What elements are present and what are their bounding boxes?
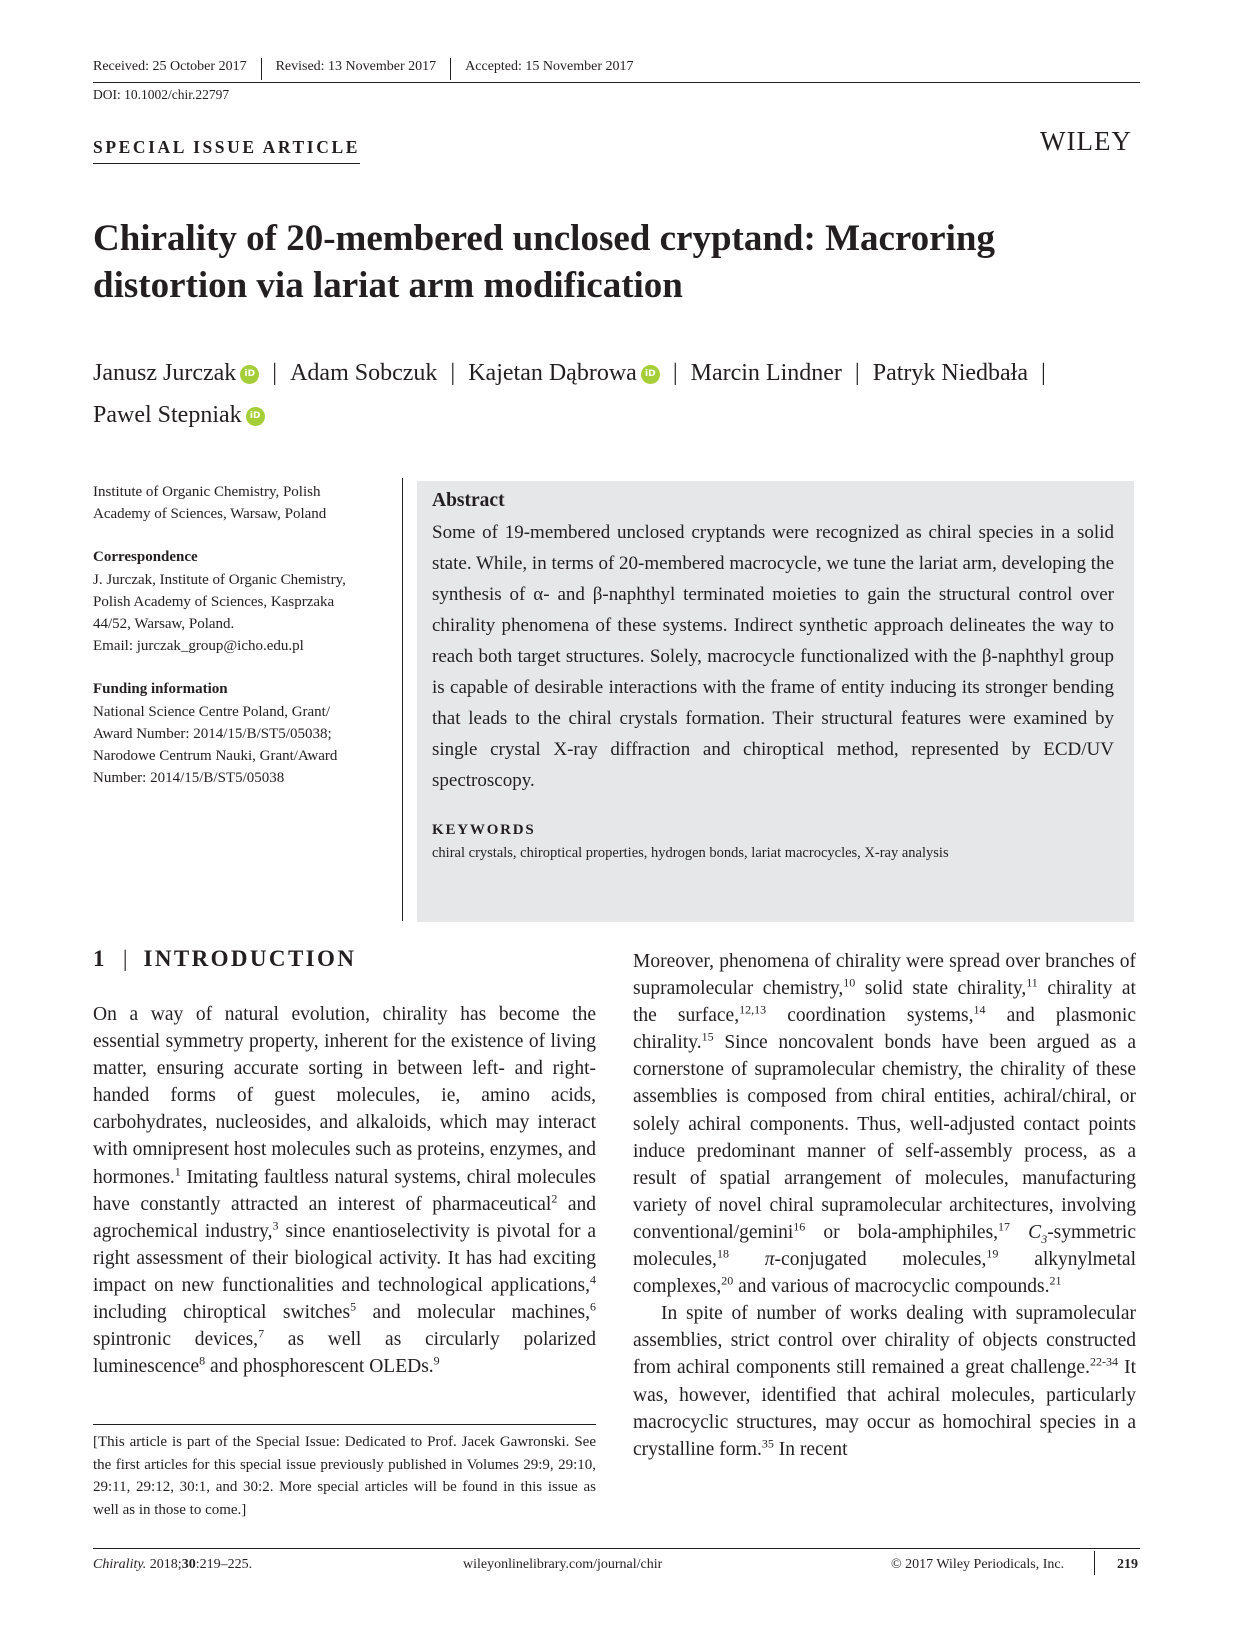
abstract-box xyxy=(417,481,1134,922)
correspondence: Correspondence J. Jurczak, Institute of Organic Chemistry, Polish Academy of Sciences, Kasprzaka 44/52, Warsaw, Poland. Email: jurczak_group@icho.edu.pl xyxy=(93,546,393,657)
citation[interactable]: 19 xyxy=(986,1246,999,1261)
citation[interactable]: 2 xyxy=(551,1191,558,1206)
author-list: Janusz Jurczak iD | Adam Sobczuk | Kajetan Dąbrowa iD | Marcin Lindner | Patryk Niedbała | Pawel Stepniak iD xyxy=(93,360,1046,428)
article-dates xyxy=(93,58,1140,83)
doi[interactable]: DOI: 10.1002/chir.22797 xyxy=(93,87,230,102)
funding-information: Funding information National Science Centre Poland, Grant/ Award Number: 2014/15/B/ST5/05038; Narodowe Centrum Nauki, Grant/Award Number: 2014/15/B/ST5/05038 xyxy=(93,678,393,789)
citation[interactable]: 6 xyxy=(590,1299,596,1314)
author: Patryk Niedbała xyxy=(872,360,1029,386)
orcid-icon[interactable]: iD xyxy=(246,407,265,426)
journal-citation: Chirality. 2018;30:219–225. xyxy=(93,1557,253,1572)
abstract-heading: Abstract xyxy=(432,490,505,511)
citation[interactable]: 21 xyxy=(1049,1273,1062,1288)
orcid-icon[interactable]: iD xyxy=(240,365,259,384)
author: Kajetan Dąbrowa iD xyxy=(468,360,660,386)
citation[interactable]: 3 xyxy=(272,1218,279,1233)
citation[interactable]: 4 xyxy=(590,1272,596,1287)
citation[interactable]: 10 xyxy=(843,975,856,990)
citation[interactable]: 8 xyxy=(199,1353,206,1368)
author: Pawel Stepniak iD xyxy=(93,402,265,428)
section-heading: 1 | INTRODUCTION xyxy=(93,946,357,971)
citation[interactable]: 5 xyxy=(350,1299,357,1314)
correspondence-heading: Correspondence xyxy=(93,549,198,566)
citation[interactable]: 15 xyxy=(701,1029,714,1044)
affiliation: Institute of Organic Chemistry, Polish Academy of Sciences, Warsaw, Poland xyxy=(93,484,327,523)
revised-date: Revised: 13 November 2017 xyxy=(262,58,452,80)
journal-url[interactable]: wileyonlinelibrary.com/journal/chir xyxy=(463,1557,663,1572)
author: Janusz Jurczak iD xyxy=(93,360,259,386)
citation[interactable]: 16 xyxy=(793,1219,806,1234)
footer-divider xyxy=(1094,1551,1095,1575)
intro-column-2 xyxy=(633,948,1136,1463)
funding-heading: Funding information xyxy=(93,681,228,698)
intro-column-1: On a way of natural evolution, chirality has become the essential symmetry property, inherent for the existence of living matter, ensuring accurate sorting in between left- and right-handed forms of guest molecules, ie, amino acids, carbohydrates, nucleosides, and alkaloids, which may interact with omnipresent host molecules such as proteins, enzymes, and hormones.$^1$ Imitating faultless natural systems, chiral molecules have constantly attracted an interest of pharmaceutical$^2$ and agrochemical industry,$^3$ since enantioselectivity is pivotal for a right assessment of their biological activity. It has had exciting impact on new functionalities and technological applications,$^4$ including chiroptical switches$^5$ and molecular machines,$^6$ spintronic devices,$^7$ as well as circularly polarized luminescence$^8$ and phosphorescent OLEDs.$^9$ xyxy=(93,1004,597,1378)
keywords: chiral crystals, chiroptical properties, hydrogen bonds, lariat macrocycles, X-ray analysis xyxy=(432,845,949,861)
publisher-logo: WILEY xyxy=(1040,126,1132,156)
citation[interactable]: 7 xyxy=(258,1326,265,1341)
citation[interactable]: 20 xyxy=(721,1273,734,1288)
citation[interactable]: 22-34 xyxy=(1089,1354,1118,1369)
accepted-date: Accepted: 15 November 2017 xyxy=(465,59,634,74)
citation[interactable]: 35 xyxy=(761,1436,774,1451)
paragraph: In spite of number of works dealing with supramolecular assemblies, strict control over chirality of objects constructed from achiral components still remained a great challenge.$^{22-34}$ It was, however, identified that achiral molecules, particularly macrocyclic structures, may occur as homochiral species in a crystalline form.$^{35}$ In recent xyxy=(633,1303,1136,1460)
citation[interactable]: 14 xyxy=(973,1002,986,1017)
page-number: 219 xyxy=(1117,1557,1138,1572)
citation[interactable]: 11 xyxy=(1026,975,1038,990)
column-divider xyxy=(402,478,403,921)
paragraph: Moreover, phenomena of chirality were spread over branches of supramolecular chemistry,$^{10}$ solid state chirality,$^{11}$ chirality at the surface,$^{12,13}$ coordination systems,$^{14}$ and plasmonic chirality.$^{15}$ Since noncovalent bonds have been argued as a cornerstone of supramolecular chemistry, the chirality of these assemblies is composed from chiral entities, achiral/chiral, or solely achiral components. Thus, well-adjusted contact points induce predominant manner of self-assembly process, as a result of spatial arrangement of molecules, manufacturing variety of novel chiral supramolecular architectures, involving conventional/gemini$^{16}$ or bola-amphiphiles,$^{17}$ $C_3$-symmetric molecules,$^{18}$ π-conjugated molecules,$^{19}$ alkynylmetal complexes,$^{20}$ and various of macrocyclic compounds.$^{21}$ xyxy=(633,951,1136,1298)
abstract-text: Some of 19-membered unclosed cryptands were recognized as chiral species in a solid state. While, in terms of 20-membered macrocycle, we tune the lariat arm, developing the synthesis of α- and β-naphthyl terminated moieties to gain the structural control over chirality phenomena of these systems. Indirect synthetic approach delineates the way to reach both target structures. Solely, macrocycle functionalized with the β-naphthyl group is capable of desirable interactions with the frame of entity inducing its stronger bending that leads to the chiral crystals formation. Their structural features were examined by single crystal X-ray diffraction and chiroptical method, represented by ECD/UV spectroscopy. xyxy=(432,522,1114,791)
received-date: Received: 25 October 2017 xyxy=(93,58,262,80)
copyright: © 2017 Wiley Periodicals, Inc. xyxy=(891,1557,1065,1572)
author: Adam Sobczuk xyxy=(290,360,438,386)
article-title: Chirality of 20-membered unclosed cryptand: Macroring distortion via lariat arm modification xyxy=(93,218,995,306)
author-info-column xyxy=(93,481,393,810)
citation[interactable]: 1 xyxy=(174,1164,181,1179)
keywords-heading: KEYWORDS xyxy=(432,822,536,838)
special-issue-footnote: [This article is part of the Special Issue: Dedicated to Prof. Jacek Gawronski. See the first articles for this special issue previously published in Volumes 29:9, 29:10, 29:11, 29:12, 30:1, and 30:2. More special articles will be found in this issue as well as in those to come.] xyxy=(93,1424,596,1521)
citation[interactable]: 12,13 xyxy=(739,1002,767,1017)
orcid-icon[interactable]: iD xyxy=(641,365,660,384)
article-type: SPECIAL ISSUE ARTICLE xyxy=(93,137,360,164)
page-footer xyxy=(93,1548,1140,1572)
author: Marcin Lindner xyxy=(690,360,842,386)
email-link[interactable]: Email: jurczak_group@icho.edu.pl xyxy=(93,638,304,655)
citation[interactable]: 18 xyxy=(716,1246,729,1261)
citation[interactable]: 9 xyxy=(433,1353,440,1368)
citation[interactable]: 17 xyxy=(998,1219,1011,1234)
